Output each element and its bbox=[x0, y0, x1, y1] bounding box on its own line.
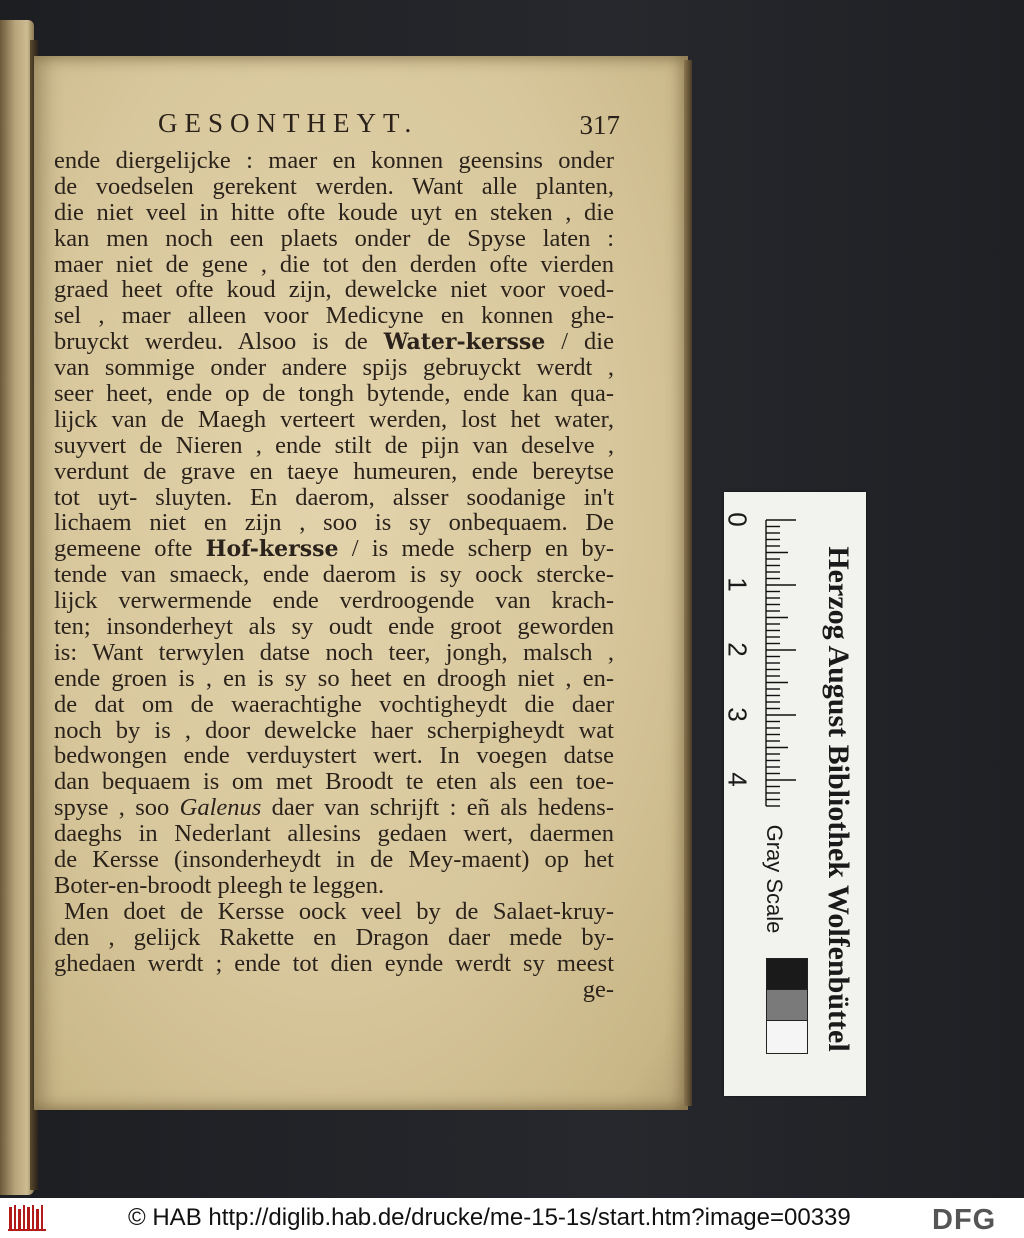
text-segment: maer niet de gene , die tot den derden ofte vierden bbox=[54, 251, 614, 278]
text-line bbox=[54, 795, 614, 821]
text-segment: tende van smaeck, ende daerom is sy oock stercke- bbox=[54, 562, 614, 589]
grayscale-label-text: Gray Scale bbox=[762, 824, 787, 934]
text-line bbox=[54, 510, 614, 536]
ruler-brand bbox=[808, 522, 868, 1082]
text-segment: ghedaen werdt ; ende tot dien eynde werdt sy meest bbox=[54, 950, 614, 977]
text-segment: Boter-en-broodt pleegh te leggen. bbox=[54, 872, 385, 899]
text-segment: ende diergelijcke : maer en konnen geensins onder bbox=[54, 148, 614, 174]
text-line bbox=[54, 899, 614, 925]
text-line bbox=[54, 821, 614, 847]
text-segment: tot uyt- sluyten. En daerom, alsser soodanige in't bbox=[54, 484, 614, 511]
text-segment: spyse , soo bbox=[54, 795, 180, 822]
italic-name: Galenus bbox=[179, 795, 262, 822]
text-segment: dan bequaem is om met Broodt te eten als een toe- bbox=[54, 769, 614, 796]
text-segment: / is mede scherp en by- bbox=[338, 536, 614, 563]
ruler-brand-text: Herzog August Bibliothek Wolfenbüttel bbox=[822, 546, 855, 1052]
text-segment: daeghs in Nederlant allesins gedaen wert, daermen bbox=[54, 821, 614, 848]
text-line bbox=[54, 226, 614, 252]
text-segment: is: Want terwylen datse noch teer, jongh, malsch , bbox=[54, 639, 614, 666]
text-segment: de voedselen gerekent werden. Want alle planten, bbox=[54, 173, 614, 200]
ruler-number: 3 bbox=[722, 707, 753, 722]
ruler-number: 4 bbox=[722, 772, 753, 787]
text-line bbox=[54, 614, 614, 640]
text-line bbox=[54, 277, 614, 303]
text-segment: de Kersse (insonderheydt in de Mey-maent) op het bbox=[54, 847, 614, 873]
blackletter-term: Water-kersse bbox=[383, 329, 546, 356]
text-line bbox=[54, 355, 614, 381]
text-line bbox=[54, 303, 614, 329]
grayscale-label bbox=[744, 822, 804, 942]
text-line bbox=[54, 200, 614, 226]
text-line bbox=[54, 718, 614, 744]
text-segment: die niet veel in hitte ofte koude uyt en steken , die bbox=[54, 199, 614, 226]
text-line bbox=[54, 148, 614, 174]
facing-page-edge bbox=[0, 20, 34, 1195]
dfg-logo: DFG bbox=[932, 1204, 997, 1236]
text-line bbox=[54, 174, 614, 200]
body-text bbox=[54, 148, 614, 1038]
text-segment: verdunt de grave en taeye humeuren, ende bereytse bbox=[54, 458, 614, 485]
text-segment: kan men noch een plaets onder de Spyse laten : bbox=[54, 225, 614, 252]
text-segment: sel , maer alleen voor Medicyne en konnen ghe- bbox=[54, 303, 614, 330]
text-segment: / die bbox=[545, 329, 614, 356]
text-segment: bruyckt werdeu. Alsoo is de bbox=[54, 329, 384, 356]
text-segment: noch by is , door dewelcke haer scherpigheydt wat bbox=[54, 717, 614, 744]
text-line bbox=[54, 562, 614, 588]
text-segment: van sommige onder andere spijs gebruyckt werdt , bbox=[54, 355, 614, 382]
page-fore-edge bbox=[684, 60, 692, 1106]
text-line bbox=[54, 977, 614, 1003]
text-segment: daer van schrijft : eñ als hedens- bbox=[261, 795, 614, 822]
text-segment: lijck verwermende ende verdroogende van krach- bbox=[54, 588, 614, 615]
text-segment: gemeene ofte bbox=[54, 536, 206, 563]
text-line bbox=[54, 666, 614, 692]
text-line bbox=[54, 847, 614, 873]
text-line bbox=[54, 640, 614, 666]
text-line bbox=[54, 252, 614, 278]
footer-credit-link[interactable]: © HAB http://diglib.hab.de/drucke/me-15-1s/start.htm?image=00339 bbox=[128, 1204, 851, 1231]
text-line bbox=[54, 329, 614, 355]
text-line bbox=[54, 381, 614, 407]
text-line bbox=[54, 536, 614, 562]
text-line bbox=[54, 873, 614, 899]
text-line bbox=[54, 407, 614, 433]
ruler-number: 0 bbox=[722, 512, 753, 527]
blackletter-term: Hof-kersse bbox=[205, 536, 339, 563]
grayscale-swatch bbox=[766, 1020, 808, 1054]
running-head bbox=[158, 108, 628, 148]
text-line bbox=[54, 588, 614, 614]
page-number: 317 bbox=[579, 110, 620, 140]
text-line bbox=[54, 951, 614, 977]
text-segment: de dat om de waerachtighe vochtigheydt die daer bbox=[54, 691, 614, 718]
grayscale-swatch bbox=[766, 989, 808, 1023]
ruler-ticks bbox=[762, 516, 810, 816]
text-segment: ge- bbox=[582, 976, 614, 1003]
hab-logo-icon bbox=[8, 1203, 48, 1233]
footer-bar bbox=[0, 1198, 1024, 1238]
text-segment: bedwongen ende verduystert wert. In voegen datse bbox=[54, 743, 614, 770]
text-line bbox=[54, 743, 614, 769]
text-line bbox=[54, 925, 614, 951]
ruler-number: 2 bbox=[722, 642, 753, 657]
text-line bbox=[54, 769, 614, 795]
gray-scale-ruler bbox=[724, 492, 866, 1096]
text-segment: suyvert de Nieren , ende stilt de pijn van deselve , bbox=[54, 432, 614, 459]
text-line bbox=[54, 459, 614, 485]
text-line bbox=[54, 485, 614, 511]
text-line bbox=[54, 692, 614, 718]
text-segment: lijck van de Maegh verteert werden, lost het water, bbox=[54, 406, 614, 433]
grayscale-swatch bbox=[766, 958, 808, 992]
text-segment: lichaem niet en zijn , soo is sy onbequaem. De bbox=[54, 510, 614, 537]
text-segment: den , gelijck Rakette en Dragon daer mede by- bbox=[54, 924, 614, 951]
text-segment: Men doet de Kersse oock veel by de Salaet-kruy- bbox=[64, 898, 614, 925]
text-segment: ende groen is , en is sy so heet en droogh niet , en- bbox=[54, 665, 614, 692]
running-title: GESONTHEYT. bbox=[158, 108, 419, 138]
text-segment: seer heet, ende op de tongh bytende, ende kan qua- bbox=[54, 381, 614, 407]
ruler-number: 1 bbox=[722, 577, 753, 592]
text-segment: ten; insonderheyt als sy oudt ende groot geworden bbox=[54, 614, 614, 640]
text-segment: graed heet ofte koud zijn, dewelcke niet voor voed- bbox=[54, 277, 614, 304]
text-line bbox=[54, 433, 614, 459]
